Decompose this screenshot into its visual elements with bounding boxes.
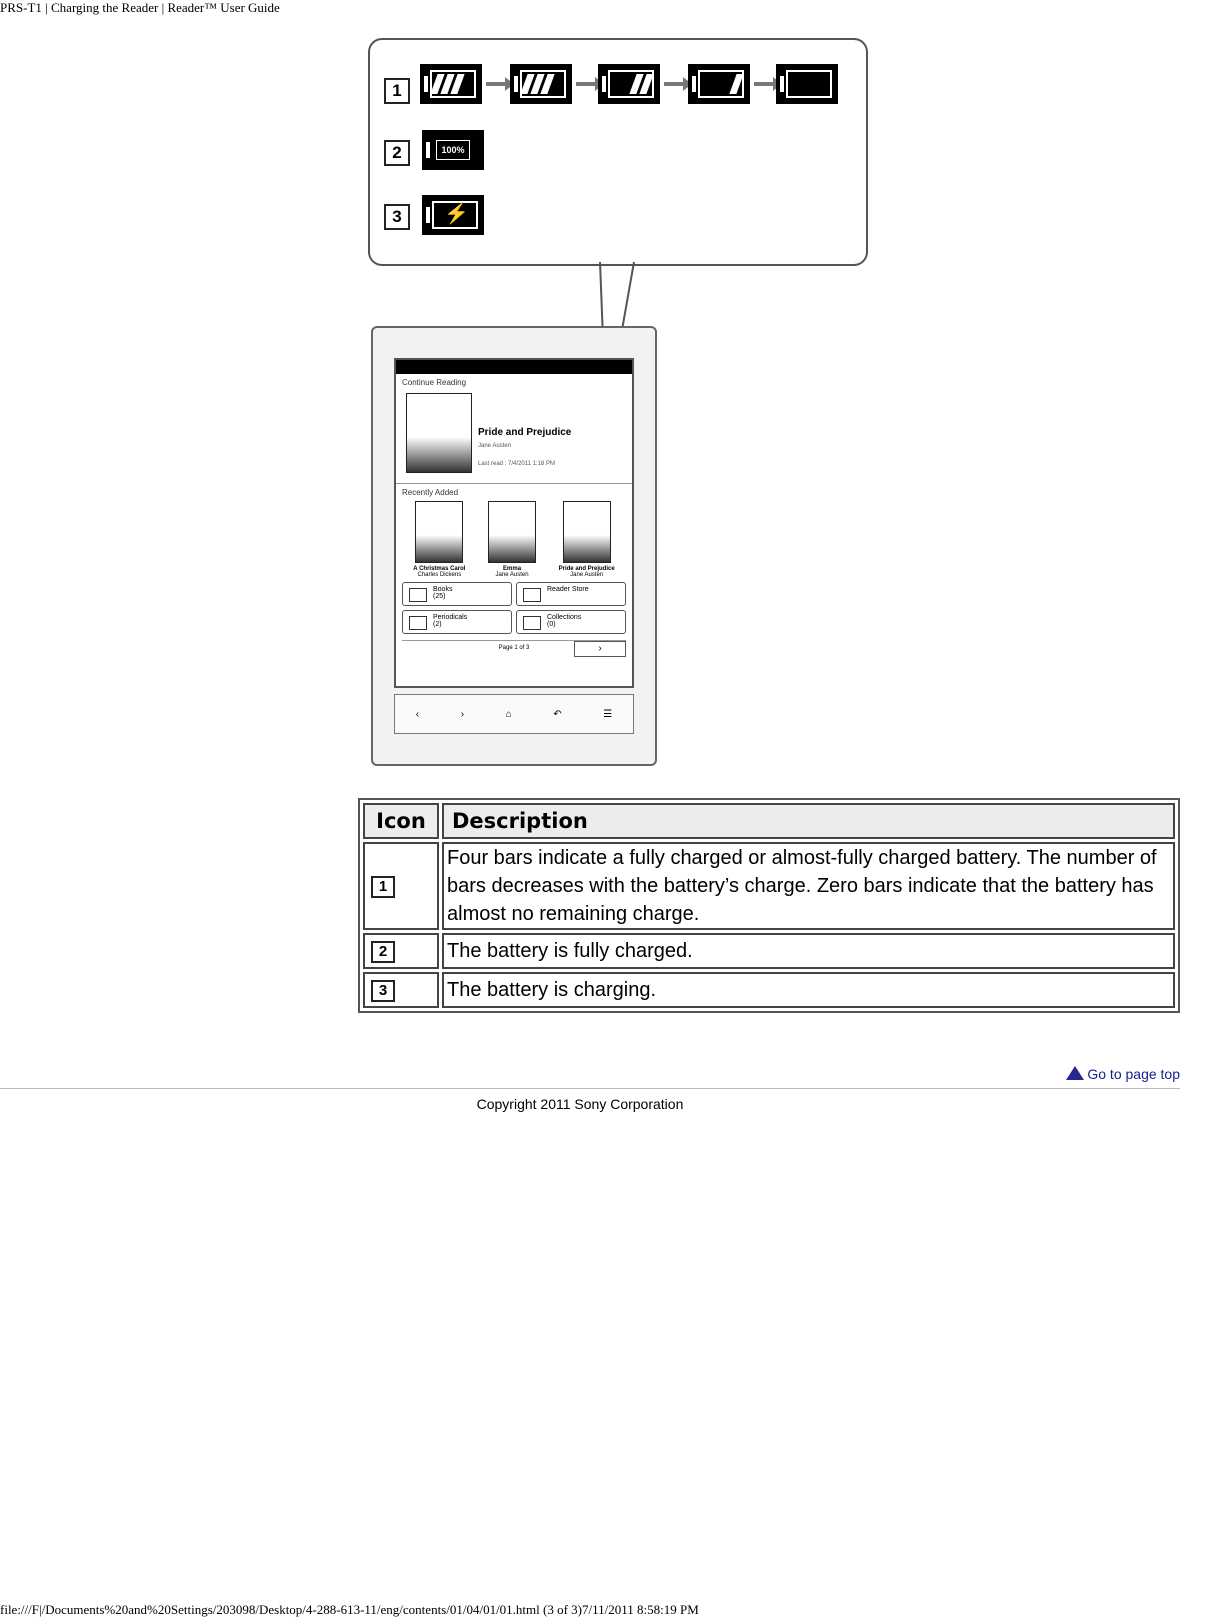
next-page-icon: › [574, 641, 626, 657]
row-description: The battery is fully charged. [442, 933, 1175, 969]
recent-book: Pride and Prejudice Jane Austen [559, 501, 615, 578]
reader-store-tile: Reader Store [516, 582, 626, 606]
recent-book: Emma Jane Austen [488, 501, 536, 578]
book-cover [406, 393, 472, 473]
back-arrow-icon: ‹ [415, 708, 420, 720]
table-row [363, 972, 1175, 1008]
home-tiles [396, 578, 632, 634]
up-triangle-icon [1066, 1066, 1084, 1080]
battery-charging-icon: ⚡ [422, 195, 484, 235]
number-two-icon: 2 [371, 941, 395, 963]
status-bar [396, 360, 632, 374]
number-one-icon: 1 [371, 876, 395, 898]
row-description: The battery is charging. [442, 972, 1175, 1008]
page-header-title: PRS-T1 | Charging the Reader | Reader™ User Guide [0, 0, 280, 15]
book-title: Pride and Prejudice [478, 427, 572, 438]
footer-file-path: file:///F|/Documents%20and%20Settings/203098/Desktop/4-288-613-11/eng/contents/01/04/01/01.html (3 of 3)7/11/2011 8:58:19 PM [0, 1602, 699, 1617]
device-nav-buttons [394, 694, 634, 734]
book-author: Jane Austen [478, 443, 512, 449]
collections-tile: Collections (0) [516, 610, 626, 634]
continue-reading-label: Continue Reading [402, 378, 467, 387]
number-three-icon: 3 [371, 980, 395, 1002]
callout-number: 3 [384, 204, 410, 230]
books-tile: Books (25) [402, 582, 512, 606]
forward-arrow-icon: › [460, 708, 465, 720]
reader-screen [394, 358, 634, 688]
table-row [363, 933, 1175, 969]
footer-divider [0, 1088, 1180, 1089]
battery-illustration [368, 38, 873, 788]
battery-full-label: 100% [436, 140, 470, 160]
recently-added-label: Recently Added [396, 483, 632, 497]
recent-book: A Christmas Carol Charles Dickens [413, 501, 465, 578]
row-description: Four bars indicate a fully charged or almost-fully charged battery. The number of bars decreases with the battery’s charge. Zero bars indicate that the battery has almost no remaining charge. [442, 842, 1175, 930]
home-icon: ⌂ [505, 708, 512, 720]
periodicals-tile: Periodicals (2) [402, 610, 512, 634]
menu-icon: ☰ [603, 708, 613, 720]
battery-icon-table [358, 798, 1180, 1013]
reader-device [371, 326, 657, 766]
last-read: Last read : 7/4/2011 1:18 PM [478, 461, 555, 467]
go-to-page-top-label: Go to page top [1087, 1066, 1180, 1082]
recent-books [396, 497, 632, 578]
pager: Page 1 of 3 › [402, 640, 626, 651]
callout-number: 2 [384, 140, 410, 166]
return-icon: ↶ [553, 708, 562, 720]
go-to-page-top-link[interactable] [1066, 1066, 1180, 1082]
description-column-header: Description [442, 803, 1175, 839]
callout-number: 1 [384, 78, 410, 104]
copyright-text: Copyright 2011 Sony Corporation [476, 1096, 684, 1112]
icon-column-header: Icon [363, 803, 439, 839]
table-row [363, 842, 1175, 930]
